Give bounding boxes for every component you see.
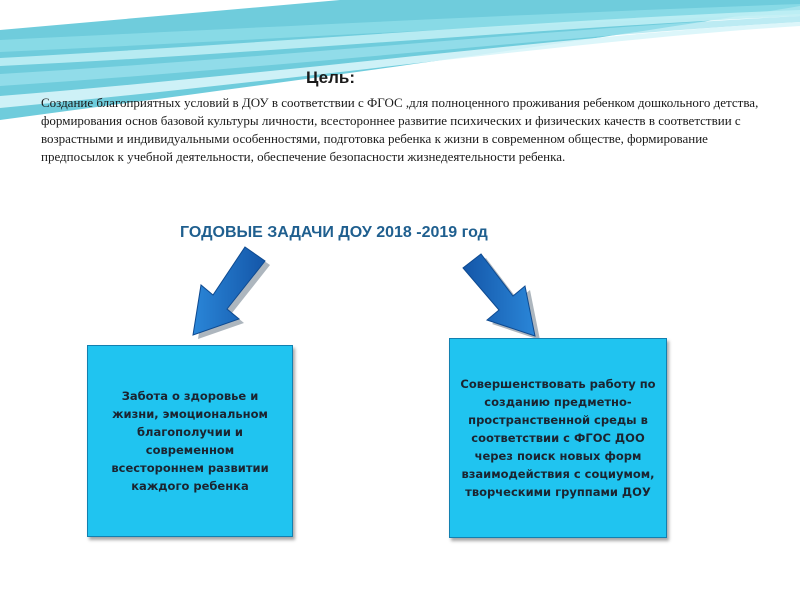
goal-title: Цель: (306, 68, 355, 87)
task-box-environment (449, 338, 667, 538)
task-box-health (87, 345, 293, 537)
goal-text: Создание благоприятных условий в ДОУ в соответствии с ФГОС ,для полноценного проживания ребенком дошкольного детства, формирования основ базовой культуры личности, всестороннее развитие психических и физических качеств в соответствии с возрастными и индивидуальными особенностями, подготовка ребенка к жизни в современном обществе, формирование предпосылок к учебной деятельности, обеспечение безопасности жизнедеятельности ребенка. (41, 95, 759, 164)
tasks-heading: ГОДОВЫЕ ЗАДАЧИ ДОУ 2018 -2019 год (180, 224, 488, 241)
down-right-arrow-icon (455, 252, 545, 344)
task-box-environment-text: Совершенствовать работу по созданию предметно-пространственной среды в соответствии с ФГОС ДОО через поиск новых форм взаимодействия с социумом, творческими группами ДОУ (460, 377, 656, 499)
down-left-arrow-icon (185, 245, 275, 345)
task-box-health-text: Забота о здоровье и жизни, эмоциональном благополучии и современном всестороннем развитии каждого ребенка (111, 389, 269, 493)
